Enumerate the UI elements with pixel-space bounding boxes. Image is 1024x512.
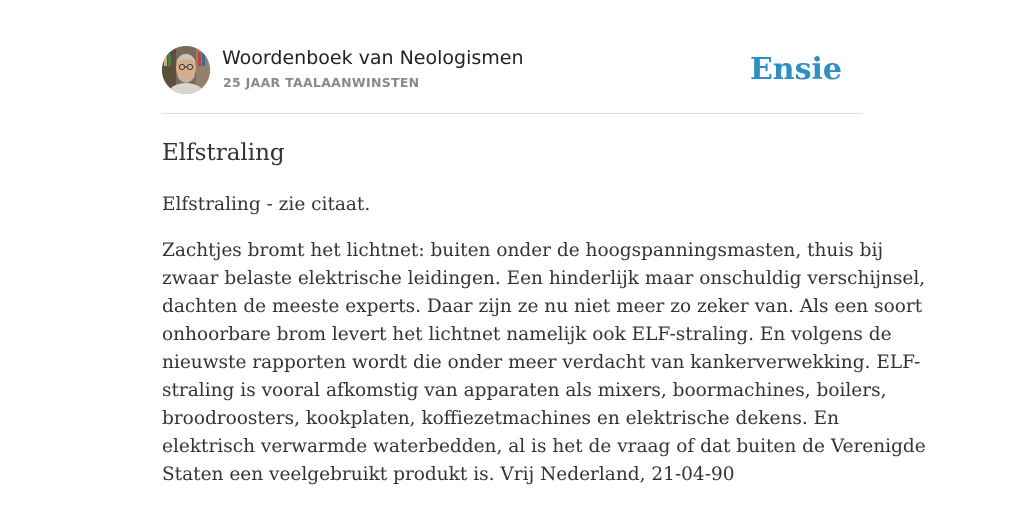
entry-quote: [162, 237, 926, 489]
header-divider: [162, 113, 862, 114]
site-title[interactable]: Woordenboek van Neologismen: [222, 47, 524, 69]
entry-title: Elfstraling: [162, 140, 285, 166]
author-portrait-icon: [162, 46, 210, 94]
site-header: [162, 46, 862, 96]
quote-line: Zachtjes bromt het lichtnet: buiten onder de hoogspanningsmasten, thuis bij: [162, 240, 884, 261]
quote-line: nieuwste rapporten wordt die onder meer verdacht van kankerverwekking. ELF-: [162, 352, 921, 373]
site-subtitle: 25 JAAR TAALAANWINSTEN: [223, 75, 420, 90]
entry-definition: Elfstraling - zie citaat.: [162, 194, 371, 215]
quote-line: onhoorbare brom levert het lichtnet namelijk ook ELF-straling. En volgens de: [162, 324, 892, 345]
quote-line: elektrisch verwarmde waterbedden, al is het de vraag of dat buiten de Verenigde: [162, 436, 926, 457]
quote-line: broodroosters, kookplaten, koffiezetmachines en elektrische dekens. En: [162, 408, 840, 429]
quote-line: straling is vooral afkomstig van apparaten als mixers, boormachines, boilers,: [162, 380, 887, 401]
quote-line: Staten een veelgebruikt produkt is. Vrij Nederland, 21-04-90: [162, 464, 735, 485]
quote-line: zwaar belaste elektrische leidingen. Een hinderlijk maar onschuldig verschijnsel,: [162, 268, 926, 289]
ensie-logo-link[interactable]: Ensie: [749, 52, 842, 87]
quote-line: dachten de meeste experts. Daar zijn ze nu niet meer zo zeker van. Als een soort: [162, 296, 923, 317]
author-avatar[interactable]: [162, 46, 210, 94]
